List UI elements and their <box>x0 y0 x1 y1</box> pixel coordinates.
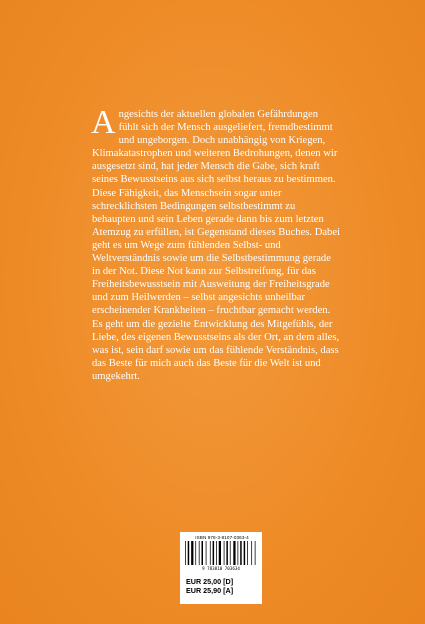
barcode-stripe <box>185 541 186 565</box>
barcode-stripe <box>202 541 204 565</box>
barcode-stripe <box>244 541 246 565</box>
barcode-stripe <box>206 541 207 565</box>
barcode-stripe <box>219 541 221 565</box>
drop-cap: A <box>91 104 116 141</box>
barcode-stripe <box>213 541 215 565</box>
barcode-number: 9 783810 703634 <box>202 566 240 571</box>
barcode-stripe <box>238 541 239 565</box>
barcode-bars <box>184 541 258 565</box>
barcode-stripe <box>216 541 217 565</box>
isbn-label: ISBN 978-3-8107-0363-4 <box>195 535 249 540</box>
barcode-stripe <box>199 541 200 565</box>
barcode-label <box>180 532 262 604</box>
barcode-stripe <box>191 541 193 565</box>
barcode-stripe <box>230 541 231 565</box>
barcode-stripe <box>233 541 235 565</box>
price-germany: EUR 25,00 [D] <box>186 577 234 586</box>
barcode-stripe <box>224 541 225 565</box>
back-cover-blurb <box>91 104 340 383</box>
barcode-stripe <box>226 541 228 565</box>
barcode-stripe <box>255 541 256 565</box>
barcode-stripe <box>251 541 252 565</box>
barcode-stripe <box>247 541 248 565</box>
barcode-stripe <box>210 541 211 565</box>
barcode-stripe <box>240 541 242 565</box>
barcode-stripe <box>195 541 196 565</box>
price-austria: EUR 25,90 [A] <box>186 586 234 595</box>
barcode-stripe <box>188 541 190 565</box>
blurb-text: ngesichts der aktuellen globalen Gefährdungen fühlt sich der Mensch ausgeliefert, fremdbestimmt und ungeborgen. Doch unabhängig von Kriegen, Klimakatastrophen und weiteren Bedrohungen, denen wir ausgesetzt sind, hat jeder Mensch die Gabe, sich kraft seines Bewusstseins aus sich selbst heraus zu bestimmen. Diese Fähigkeit, das Menschsein sogar unter schrecklichsten Bedingungen selbstbestimmt zu behaupten und sein Leben gerade dann bis zum letzten Atemzug zu erfüllen, ist Gegenstand dieses Buches. Dabei geht es um Wege zum fühlenden Selbst- und Weltverständnis sowie um die Selbstbestimmung gerade in der Not. Diese Not kann zur Selbstreifung, für das Freiheitsbewusstsein mit Ausweitung der Freiheitsgrade und zum Heilwerden – selbst angesichts unheilbar erscheinender Krankheiten – fruchtbar gemacht werden. Es geht um die gezielte Entwicklung des Mitgefühls, der Liebe, des eigenen Bewusstseins als der Ort, an dem alles, was ist, sein darf sowie um das fühlende Verständnis, dass das Beste für mich auch das Beste für die Welt ist und umgekehrt. <box>92 109 340 382</box>
